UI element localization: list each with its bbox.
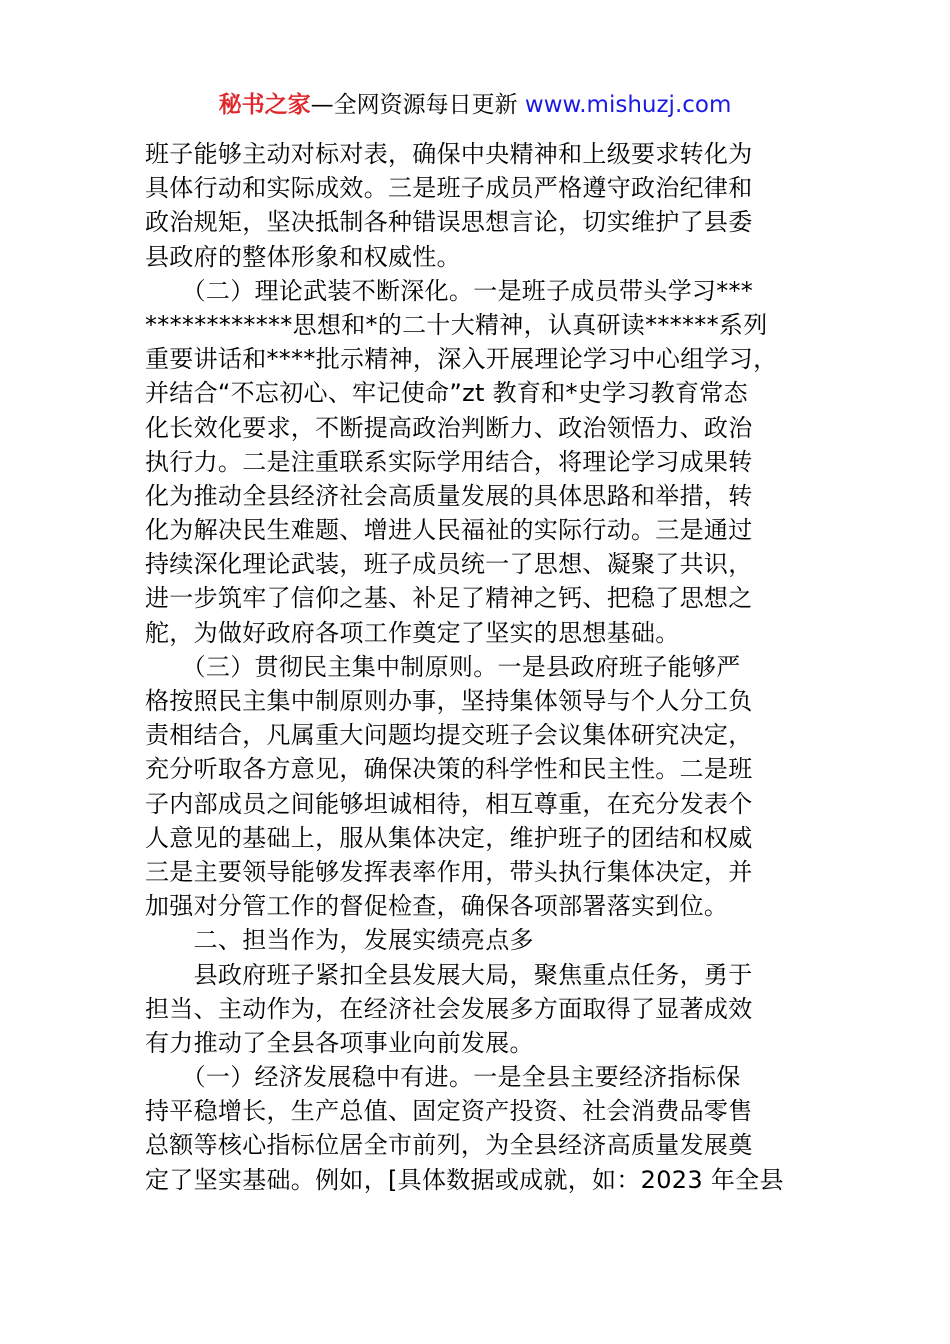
text-line: 执行力。二是注重联系实际学用结合，将理论学习成果转 xyxy=(145,447,753,476)
text-line: 三是主要领导能够发挥表率作用，带头执行集体决定，并 xyxy=(145,857,753,886)
text-line: 政治规矩，坚决抵制各种错误思想言论，切实维护了县委 xyxy=(145,208,753,237)
text-line: 子内部成员之间能够坦诚相待，相互尊重，在充分发表个 xyxy=(145,789,753,818)
text-line: 进一步筑牢了信仰之基、补足了精神之钙、把稳了思想之 xyxy=(145,584,753,613)
text-line: 总额等核心指标位居全市前列，为全县经济高质量发展奠 xyxy=(145,1131,753,1160)
section-heading-line: （三）贯彻民主集中制原则。一是县政府班子能够严 xyxy=(145,652,741,681)
text-line: 充分听取各方意见，确保决策的科学性和民主性。二是班 xyxy=(145,755,753,784)
text-line: 定了坚实基础。例如，[具体数据或成就，如：2023 年全县 xyxy=(145,1165,784,1194)
page-header xyxy=(0,88,950,122)
text-line: 化长效化要求，不断提高政治判断力、政治领悟力、政治 xyxy=(145,413,753,442)
text-line: 担当、主动作为，在经济社会发展多方面取得了显著成效 xyxy=(145,994,753,1023)
text-line: 责相结合，凡属重大问题均提交班子会议集体研究决定， xyxy=(145,721,753,750)
text-line: 县政府的整体形象和权威性。 xyxy=(145,242,461,271)
text-line: 县政府班子紧扣全县发展大局，聚焦重点任务，勇于 xyxy=(145,960,753,989)
text-line: 化为解决民生难题、增进人民福祉的实际行动。三是通过 xyxy=(145,516,753,545)
text-line: 重要讲话和****批示精神，深入开展理论学习中心组学习， xyxy=(145,345,778,374)
text-line: 人意见的基础上，服从集体决定，维护班子的团结和权威 xyxy=(145,823,753,852)
text-line: 格按照民主集中制原则办事，坚持集体领导与个人分工负 xyxy=(145,687,753,715)
section-heading-line: （二）理论武装不断深化。一是班子成员带头学习*** xyxy=(145,276,754,305)
text-line: 具体行动和实际成效。三是班子成员严格遵守政治纪律和 xyxy=(145,174,753,203)
text-line: 有力推动了全县各项事业向前发展。 xyxy=(145,1028,534,1057)
site-url[interactable]: www.mishuzj.com xyxy=(524,92,732,118)
text-line: 并结合“不忘初心、牢记使命”zt 教育和*史学习教育常态 xyxy=(145,379,748,408)
header-tagline: —全网资源每日更新 xyxy=(310,92,525,118)
document-body xyxy=(145,137,825,1197)
text-line: 持续深化理论武装，班子成员统一了思想、凝聚了共识， xyxy=(145,550,753,579)
section-heading-line: （一）经济发展稳中有进。一是全县主要经济指标保 xyxy=(145,1063,741,1092)
text-line: 化为推动全县经济社会高质量发展的具体思路和举措，转 xyxy=(145,481,753,510)
text-line: 持平稳增长，生产总值、固定资产投资、社会消费品零售 xyxy=(145,1097,753,1126)
text-line: 班子能够主动对标对表，确保中央精神和上级要求转化为 xyxy=(145,140,753,168)
text-line: 舵，为做好政府各项工作奠定了坚实的思想基础。 xyxy=(145,618,680,647)
text-line: ************思想和*的二十大精神，认真研读******系列 xyxy=(145,310,768,339)
text-line: 加强对分管工作的督促检查，确保各项部署落实到位。 xyxy=(145,892,729,921)
chapter-heading-line: 二、担当作为，发展实绩亮点多 xyxy=(145,926,534,955)
brand-name: 秘书之家 xyxy=(218,92,311,118)
